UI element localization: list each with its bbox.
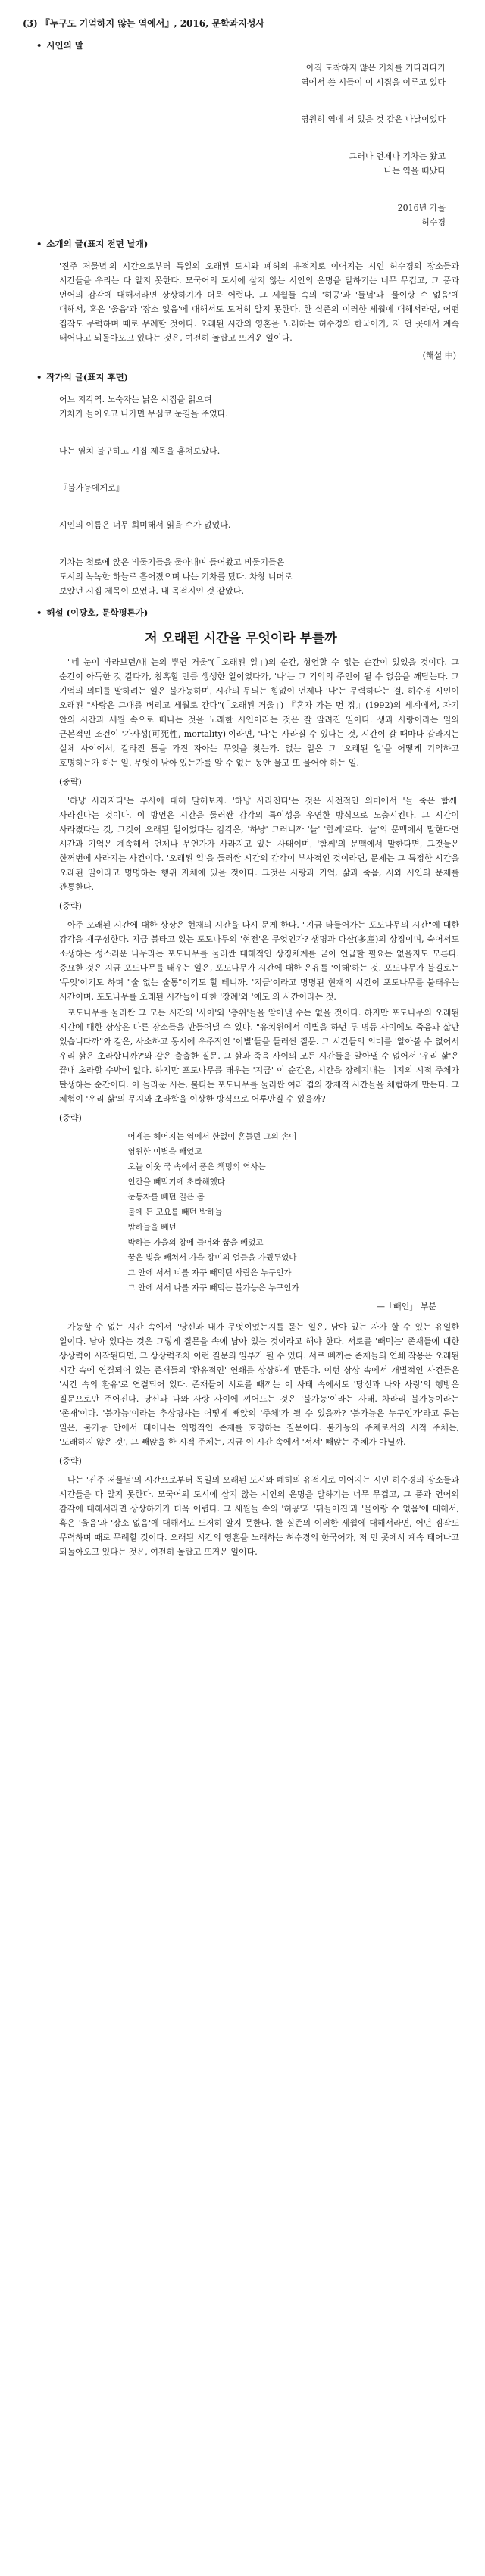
poem-quote-line: 물에 든 고요를 빼던 밤하늘: [127, 1208, 223, 1217]
omission-marker: (중략): [59, 901, 82, 911]
poem-quote: [83, 1130, 459, 1295]
author-line: 시인의 이름은 너무 희미해서 읽을 수가 없었다.: [59, 520, 231, 530]
poet-word-line: 역에서 쓴 시들이 이 시집을 이루고 있다: [301, 77, 446, 87]
author-block: [59, 392, 459, 598]
essay-paragraph: 나는 '진주 저물녘'의 시간으로부터 독일의 오래된 도시와 폐허의 유적지로 이어지는 시인 허수경의 장소들과 시간들을 다 알지 못한다. 모국어의 도시에 살지 않는 시인의 운명을 말하기는 너무 무겁고, 그 품과 언어의 감각에 대해서라면 상상하기가 더욱 어렵다. 그 세월들 속의 '허공'과 '뒤들어진'과 '물이랑 수 없음'에 대해서, 혹은 '울음'과 '장소 없음'에 대해서도 도저히 알지 못한다. 한 실존의 이러한 세월에 대해서라면, 어떤 짐작도 무력하며 때로 무례할 것이다. 오래된 시간의 영혼을 노래하는 허수경의 한국어가, 저 먼 곳에서 계속 태어나고 되돌아오고 있다는 것은, 여전히 놀랍고 뜨거운 일이다.: [59, 1475, 459, 1557]
poet-word-signature: 허수경: [421, 217, 446, 227]
intro-credit: (해설 中): [422, 351, 456, 360]
poem-quote-line: 인간을 빼먹기에 초라해했다: [127, 1177, 225, 1187]
poem-quote-line: 꿈은 빛을 빼쳐서 가을 장미의 얼들을 가뒀두었다: [127, 1253, 297, 1262]
poem-quote-line: 그 안에 서서 너를 자꾸 빼먹던 사람은 누구인가: [127, 1268, 292, 1277]
poet-word-line: 나는 역을 떠났다: [383, 166, 446, 176]
poem-quote-line: 그 안에 서서 나를 자꾸 빼먹는 불가능은 누구인가: [127, 1283, 299, 1293]
essay-paragraph: 가능할 수 없는 시간 속에서 "당신과 내가 무엇이었는지를 묻는 일은, 남아 있는 자가 할 수 있는 유일한 일이다. 남아 있다는 것은 그렇게 질문을 속에 남아 있는 것이라고 해야 한다. 서로를 '빼먹는' 존재들에 대한 상상력이 시작된다면, 그 상상력조차 이런 질문의 일부가 될 수 있다. 서로 빼끼는 존재들의 연쇄 작용은 오래된 시간 속에 연결되어 있는 존재들의 '환유적인' 연쇄를 상상하게 만든다. 이런 상상 속에서 개별적인 사건들은 '시간 속의 환유'로 연결되어 있다. 존재들이 서로를 빼끼는 이 사태 속에서도 '당신과 나와 사랑'의 행방은 질문으로만 주어진다. 당신과 나와 사랑 사이에 끼어드는 것은 '불가능'이라는 사태. 차라리 불가능이라는 '존재'이다. '불가능'이라는 추상명사는 어떻게 빼앉의 '주체'가 될 수 있을까? '불가능은 누구인가'라고 묻는 일은, 불가능 안에서 태어나는 익명적인 존재를 호명하는 질문이다. 불가능의 주체로서의 시적 주체는, '도래하지 않은 것', 그 빼앉을 한 시적 주체는, 지금 이 시간 속에서 '서서' 빼앉는 주체가 아닐까.: [59, 1322, 459, 1447]
poem-quote-line: 박하는 가을의 창에 들어와 꿈을 빼었고: [127, 1238, 264, 1247]
book-title-text: 『누구도 기억하지 않는 역에서』, 2016, 문학과지성사: [40, 18, 265, 29]
author-line: 보았던 시집 제목이 보였다. 내 목적지인 것 같았다.: [59, 586, 244, 596]
author-line: 나는 염치 불구하고 시집 제목을 홈쳐보았다.: [59, 446, 221, 456]
poem-quote-line: 눈동자를 빼던 길은 몸: [127, 1193, 205, 1202]
essay-paragraph: 포도나무를 둘러싼 그 모든 시간의 '사이'와 '층위'들을 알아낼 수는 없을 것이다. 하지만 포도나무의 오래된 시간에 대한 상상은 다른 장소들을 만들어낼 수 있다. "유치원에서 이별을 하던 두 명등 사이에도 죽음과 삶만 있습니다까"와 같은, 사소하고 동시에 우주적인 '이별'들을 둘러싼 질문. 그 시간들의 의미를 '알아볼 수 없어서 우리 삶은 초라합니까?'와 같은 출출한 질문. 그 삶과 죽음 사이의 모든 시간들을 알아낼 수 없어서 '우리 삶'은 끝내 초라할 수밖에 없다. 하지만 포도나무를 태우는 '지금' 이 순간은, 시간을 장례지내는 미지의 시적 주체가 탄생하는 순간이다. 이 놀라운 시는, 불타는 포도나무를 둘러싼 여러 겹의 장재적 시간들을 체험하게 만든다. 그 체험이 '우리 삶'의 무지와 초라함을 이상한 방식으로 어루만질 수 있을까?: [59, 1008, 459, 1104]
poet-word-line: 그러나 언제나 기차는 왔고: [349, 151, 446, 161]
book-number: (3): [23, 18, 38, 29]
poet-word-line: 아직 도착하지 않은 기차를 기다리다가: [305, 63, 446, 73]
intro-text: '진주 저물녘'의 시간으로부터 독일의 오래된 도시와 폐허의 유적지로 이어지는 시인 허수경의 장소들과 시간들을 우리는 다 알지 못한다. 모국어의 도시에 살지 않는 시인의 운명을 말하기는 너무 무겁고, 그 품과 언어의 감각에 대해서라면 상상하기가 더욱 어렵다. 그 세월들 속의 '허공'과 '들녘'과 '물이랑 수 없음'에 대해서, 혹은 '울음'과 '장소 없음'에 대해서도 도저히 알지 못한다. 한 실존의 이러한 세월에 대해서라면, 어떤 집작도 무력하며 때로 무례할 것이다. 오래된 시간의 영혼을 노래하는 허수경의 한국어가, 저 먼 곳에서 계속 태어나고 되돌아오고 있다는 것은, 여전히 놀랍고 뜨거운 일이다.: [59, 261, 459, 343]
poet-word-date: 2016년 가을: [397, 203, 446, 213]
author-line: 기차는 철로에 앉은 비둘기들을 물아내며 들어왔고 비둘기들은: [59, 557, 285, 567]
intro-heading: • 소개의 글(표지 전면 날개): [36, 237, 459, 251]
poem-quote-line: 밤하늘을 빼던: [127, 1223, 177, 1232]
author-line: 도시의 녹녹한 하늘로 흩어졌으며 나는 기차를 탔다. 차창 너머로: [59, 572, 293, 582]
author-line: 기차가 들어오고 나가면 무심코 눈길을 주었다.: [59, 409, 228, 419]
essay-paragraph: '하냥 사라지다'는 부사에 대해 말해보자. '하냥 사라진다'는 것은 사전적인 의미에서 '늘 죽은 함께' 사라진다는 것이다. 이 방언은 시간을 둘러싼 감각의 특이성을 우연한 방식으로 노출시킨다. 그 시간이 사라졌다는 것, 그것이 오래된 일이었다는 감각은, '하냥' 그러니까 '늘' '함께'로다. '늘'의 문맥에서 말한다면 시간과 기억은 계속해서 언제나 무언가가 사라지고 있는 사태이며, '함께'의 문맥에서 말한다면, 그것들은 한꺼번에 사라지는 사건이다. '오래된 일'을 둘러싼 시간의 감각이 부사적인 것이라면, 문제는 그 특정한 시간을 오래된 일이라고 명명하는 행위 자체에 있을 것이다. 그것은 사랑과 기억, 삶과 죽음, 시와 시인의 문제를 관통한다.: [59, 796, 459, 892]
omission-marker: (중략): [59, 777, 82, 787]
essay-paragraph: "네 눈이 바라보던/내 눈의 뿌연 거울"(「오래된 일」)의 순간, 형언할 수 없는 순간이 있었을 것이다. 그 순간이 아득한 것 같다가, 참혹할 만큼 생생한 일이었다가, '나'는 그 기억의 주인이 될 수 없음을 깨닫는다. 그 기억의 의미를 말하려는 일은 불가능하며, 시간의 무늬는 힘없이 언제나 '나'는 무력하다는 걸. 허수경 시인이 오래된 "사랑은 그대를 버리고 세월로 간다"(「오래된 거울」) 『혼자 가는 먼 집』(1992)의 세계에서, 자기 안의 시간과 세월 속으로 떠나는 것을 노래한 시인이라는 것은 잘 알려진 일이다. 생과 사랑이라는 일의 근본적인 조건이 '가사성(可死性, mortality)'이라면, '나'는 사라질 수 있다는 것, 시간이 갈 때마다 갈라지는 실체 사이에서, 갈라진 틈을 가진 자아는 무엇을 찾는가. 없는 일은 그 '오래된 일'을 어떻게 기억하고 호명하는가 하는 일. 무엇이 남아 있는가를 알 수 없는 동안 물고 또 물어야 하는 일.: [59, 657, 459, 768]
poem-quote-line: 어제는 헤어지는 역에서 한없이 흔들던 그의 손이: [127, 1132, 297, 1141]
essay-body: [23, 655, 459, 1559]
omission-marker: (중략): [59, 1113, 82, 1123]
author-heading: • 작가의 글(표지 후면): [36, 370, 459, 385]
poem-quote-source: —「빼인」 부분: [376, 1302, 436, 1311]
poet-word-line: 영원히 역에 서 있을 것 같은 나날이었다: [301, 114, 446, 124]
review-heading: • 해설 (이광호, 문학평론가): [36, 606, 459, 620]
poem-quote-line: 영원한 이별을 빼었고: [127, 1147, 202, 1156]
omission-marker: (중략): [59, 1456, 82, 1466]
poet-word-heading: • 시인의 말: [36, 39, 459, 53]
essay-paragraph: 아주 오래된 시간에 대한 상상은 현재의 시간을 다시 문게 한다. "지금 타들어가는 포도나무의 시간"에 대한 감각을 재구성한다. 지금 불타고 있는 포도나무의 '현전'은 무엇인가? 생명과 다산(多産)의 상징이며, 숙어서도 소생하는 성스러운 나무라는 포도나무를 둘러싼 대해적인 상징체계를 굳이 언급할 필요는 없을지도 모른다. 중요한 것은 지금 포도나무를 태우는 일은, 포도나무가 시간에 대한 은유를 '이해'하는 것. 포도나무가 불길로는 '무엇'이기도 하며 "술 없는 술통"이기도 할 테니까. '지금'이라고 명명된 현재의 시간이 포도나무를 불태우는 시간이며, 포도나무를 오래된 시간들에 대한 '장례'와 '애도'의 시간이라는 것.: [59, 920, 459, 1002]
author-book-title: 『불가능에게로』: [59, 483, 124, 493]
poem-quote-line: 오늘 이웃 국 속에서 품은 책멍의 역사는: [127, 1162, 266, 1171]
author-line: 어느 지각역. 노숙자는 낡은 시집을 읽으며: [59, 395, 212, 404]
book-title: [23, 17, 459, 31]
essay-title: 저 오래된 시간을 무엇이라 부를까: [145, 631, 337, 646]
poet-word-block: [23, 61, 459, 229]
